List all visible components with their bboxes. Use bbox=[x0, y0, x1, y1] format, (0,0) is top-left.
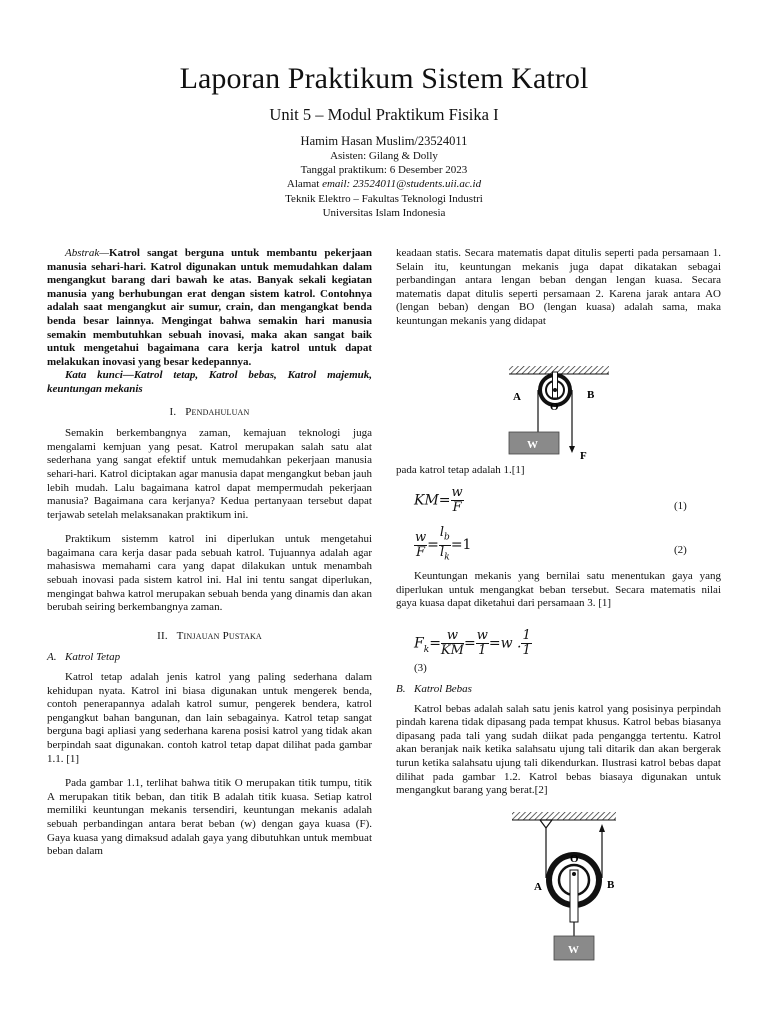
eq3-subscript: k bbox=[423, 645, 430, 656]
eq2-denominator-2: $l_k$ bbox=[440, 544, 450, 563]
eq3-numerator-2: w bbox=[476, 628, 488, 643]
eq2-equals-2: = bbox=[450, 537, 463, 554]
subsection-heading-b bbox=[396, 683, 721, 697]
ceiling-mount bbox=[509, 366, 609, 374]
subsection-title-a: Katrol Tetap bbox=[65, 651, 121, 664]
fixed-pulley-figure bbox=[505, 362, 615, 462]
katrol-tetap-paragraph-3: pada katrol tetap adalah 1.[1] bbox=[396, 464, 525, 476]
figure2-label-o: O bbox=[570, 853, 579, 865]
subsection-title-b: Katrol Bebas bbox=[414, 683, 472, 695]
katrol-bebas-section bbox=[396, 683, 721, 798]
date-line: Tanggal praktikum: 6 Desember 2023 bbox=[300, 164, 468, 177]
eq3-equals-1: = bbox=[429, 635, 441, 652]
abstract-label: Abstrak bbox=[65, 247, 100, 259]
eq3-equals-2: = bbox=[463, 635, 476, 652]
section-number-2: II. bbox=[157, 629, 168, 642]
ceiling-mount-2 bbox=[512, 812, 616, 820]
eq3-fraction-3 bbox=[521, 629, 531, 658]
pull-arrow bbox=[599, 824, 605, 832]
eq2-numerator-2: $l_b$ bbox=[439, 526, 451, 546]
figure1-label-o: O bbox=[550, 401, 559, 413]
eq2-fraction-2 bbox=[439, 526, 451, 564]
eq2-rhs: 1 bbox=[462, 537, 472, 554]
katrol-tetap-paragraph-4-text: Keuntungan mekanis yang bernilai satu menentukan gaya yang diperlukan untuk mengangkat beban tersebut. Secara matematis nilai gaya kuasa dapat diketahui dari persamaan 3. [1] bbox=[396, 570, 721, 610]
email-text: email: 23524011@students.uii.ac.id bbox=[322, 178, 482, 191]
section-title-2: Tinjauan Pustaka bbox=[176, 629, 262, 642]
eq3-fraction-2 bbox=[476, 629, 489, 658]
eq2-denominator-1: F bbox=[416, 544, 426, 560]
eq3-fraction-1 bbox=[441, 629, 464, 658]
section-heading-2 bbox=[47, 630, 372, 644]
figure1-label-a: A bbox=[513, 391, 521, 403]
katrol-tetap-paragraph-1: Katrol tetap adalah jenis katrol yang paling sederhana dalam kehidupan nyata. Katrol ini biasa digunakan untuk mengerek benda, contoh penerapannya adalah katrol sumur, pengerek bendera, katrol pengangkut bahan bangunan, dan lain sebagainya. Katrol tetap sangat berguna bagi apliasi yang sederhana karena posisi katrol yang tidak akan berpindah saat digunakan. contoh katrol tetap dapat dilihat pada gambar 1.1. [1] bbox=[47, 671, 372, 765]
address-label: Alamat bbox=[286, 178, 323, 191]
figure2-label-a: A bbox=[534, 881, 542, 893]
abstract-text: Katrol sangat berguna untuk membantu pekerjaan manusia sehari-hari. Katrol digunakan untuk memudahkan dalam mengangkut barang dari bawah ke atas. Banyak sekali kegiatan manusia yang berhubungan erat dengan sistem katrol. Contohnya adalah saat mengangkut air sumur, crain, dan mengangkat benda benda besar lainnya. Mengingat bahwa semakin hari manusia semakin membutuhkan sebuah inovasi, maka akan sangat baik untuk mengetahui bagaimana cara kerja katrol untuk dapat melakukan inovasi yang besar kedepannya. bbox=[47, 247, 372, 368]
figure1-label-w: W bbox=[527, 439, 538, 451]
abstract-dash: — bbox=[99, 247, 110, 259]
equation-1 bbox=[414, 486, 464, 515]
eq2-equals-1: = bbox=[427, 537, 439, 554]
subsection-letter-b: B. bbox=[396, 683, 406, 695]
subsection-letter-a: A. bbox=[47, 651, 57, 664]
section-heading-1 bbox=[47, 406, 372, 420]
abstract bbox=[47, 247, 372, 369]
katrol-tetap-paragraph-2: Pada gambar 1.1, terlihat bahwa titik O merupakan titik tumpu, titik A merupakan titik beban, dan titik B adalah titik kuasa. Setiap katrol memiliki keuntungan mekanis tersendiri, keuntungan mekanis adalah sebuah perbandingan antara berat beban (w) dengan gaya kuasa (F). Gaya kuasa yang dimaksud adalah gaya yang dibutuhkan untuk membuat beban dalam bbox=[47, 777, 372, 858]
left-column bbox=[47, 247, 372, 859]
email-line bbox=[0, 177, 768, 191]
eq3-equals-3: = bbox=[488, 635, 501, 652]
figure2-label-b: B bbox=[607, 879, 615, 891]
intro-paragraph-1: Semakin berkembangnya zaman, kemajuan teknologi juga mengalami kemjuan yang pesat. Katrol merupakan salah satu alat sederhana yang sangat efektif untuk memudahkan pekerjaan manusia sehari-hari. Katrol diciptakan agar manusia dapat mengangkut beban jauh lebih mudah. Lalu bagaimana katrol dapat mempermudah pekerjaan manusia? Bagaimana cara kerjanya? Kedua pertanyaan tersebut dapat terjawab setelah melaksanakan praktikum ini. bbox=[47, 427, 372, 521]
katrol-tetap-paragraph-2-continued: keadaan statis. Secara matematis dapat ditulis seperti pada persamaan 1. Selain itu, keuntungan mekanis juga dapat dikatakan sebagai perbandingan antara lengan beban dengan lengan kuasa. Secara matematis dapat ditulis seperti persamaan 2. Karena jarak antara AO (lengan beban) dengan BO (lengan kuasa) adalah sama, maka keuntungan mekanis yang didapat bbox=[396, 247, 721, 327]
eq2-numerator-1: w bbox=[415, 529, 427, 545]
eq1-fraction bbox=[451, 486, 464, 515]
katrol-bebas-paragraph-1: Katrol bebas adalah salah satu jenis katrol yang posisinya perpindah pindah karena tidak dipasang pada tempat khusus. Katrol bebas biasanya dipasang pada tali yang sudah diikat pada pengangga tertentu. Katrol akan beranjak naik ketika salahsatu ujung tali ditarik dan akan bergerak turun ketika salahsatu ujung tali dikendurkan. Ilustrasi katrol bebas dapat dilihat pada gambar 1.2. Katrol bebas biasaya digunakan untuk mengangkut barang yang berat.[2] bbox=[396, 702, 721, 797]
intro-paragraph-2: Praktikum sistemm katrol ini diperlukan untuk mengetahui bagaimana cara kerja dasar pada sebuah katrol. Tujuannya adalah agar mahasiswa memahami cara yang dapat dilakukan untuk menambah sebuah inovasi pada sistem katrol ini. Hal ini tentu sangat diperlukan, mengingat bahwa katrol merupakan sebuah benda yang dinamis dan akan berubah seiring berkembangnya zaman. bbox=[47, 533, 372, 614]
section-title-1: Pendahuluan bbox=[185, 405, 250, 418]
katrol-tetap-paragraph-4 bbox=[396, 570, 721, 611]
eq1-denominator: F bbox=[452, 500, 462, 515]
eq2-fraction-1 bbox=[414, 531, 427, 560]
eq3-lhs: F bbox=[414, 635, 424, 652]
movable-pulley-figure bbox=[510, 810, 620, 962]
department-line: Teknik Elektro – Fakultas Teknologi Industri bbox=[285, 192, 483, 205]
equation-2-number: (2) bbox=[674, 544, 687, 556]
figure1-label-b: B bbox=[587, 389, 595, 401]
assistant-line: Asisten: Gilang & Dolly bbox=[330, 150, 438, 162]
eq3-denominator-2: 1 bbox=[478, 643, 487, 658]
section-number-1: I. bbox=[169, 405, 177, 418]
eq3-mid: w . bbox=[500, 635, 522, 652]
force-arrow bbox=[569, 446, 575, 453]
eq3-denominator-3: 1 bbox=[522, 643, 531, 658]
equation-3-number: (3) bbox=[414, 662, 427, 674]
figure1-label-f: F bbox=[580, 450, 587, 462]
rope-anchor bbox=[540, 820, 552, 828]
eq3-denominator-1: KM bbox=[440, 643, 464, 658]
eq2-numerator-2-subscript: b bbox=[444, 532, 450, 543]
eq2-denominator-2-subscript: k bbox=[444, 552, 450, 563]
right-column bbox=[396, 247, 721, 329]
equation-2 bbox=[414, 526, 471, 564]
figure2-label-w: W bbox=[568, 944, 579, 956]
equation-1-number: (1) bbox=[674, 500, 687, 512]
equation-3 bbox=[414, 629, 532, 658]
eq3-numerator-1: w bbox=[441, 629, 464, 644]
author-block bbox=[0, 134, 768, 220]
eq1-numerator: w bbox=[451, 485, 463, 500]
subsection-heading-a bbox=[47, 651, 372, 665]
keywords: Kata kunci—Katrol tetap, Katrol bebas, Katrol majemuk, keuntungan mekanis bbox=[47, 369, 372, 395]
author-name: Hamim Hasan Muslim/23524011 bbox=[300, 134, 468, 148]
eq1-lhs: KM bbox=[414, 492, 439, 509]
university-line: Universitas Islam Indonesia bbox=[322, 206, 446, 219]
eq3-numerator-3: 1 bbox=[522, 628, 531, 643]
paper-subtitle: Unit 5 – Modul Praktikum Fisika I bbox=[269, 105, 499, 124]
paper-title: Laporan Praktikum Sistem Katrol bbox=[179, 62, 589, 95]
eq1-equals: = bbox=[438, 492, 451, 509]
